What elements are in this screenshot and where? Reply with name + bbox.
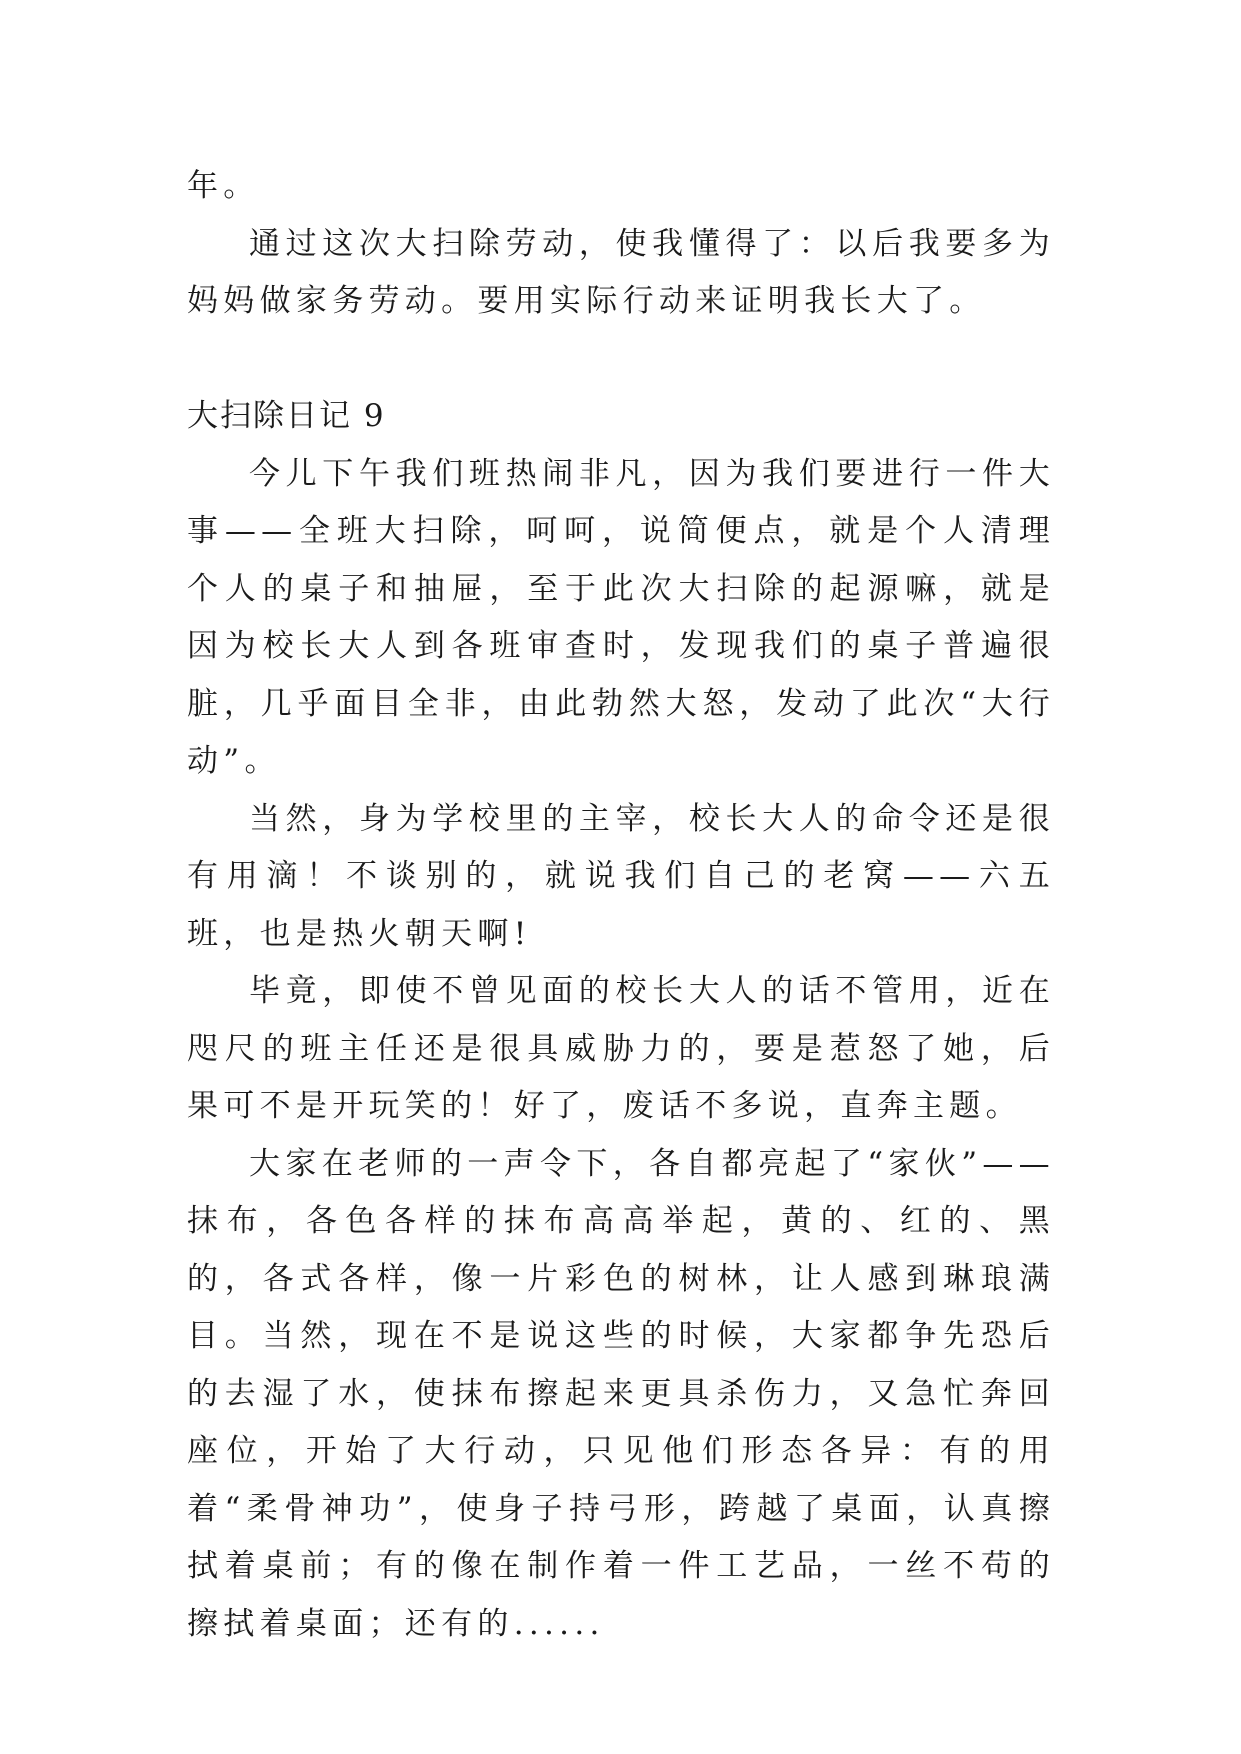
paragraph-4: 大家在老师的一声令下，各自都亮起了“家伙”——抹布，各色各样的抹布高高举起，黄的、红的、黑的，各式各样，像一片彩色的树林，让人感到琳琅满目。当然，现在不是说这些的时候，大家都争先恐后的去湿了水，使抹布擦起来更具杀伤力，又急忙奔回座位，开始了大行动，只见他们形态各异：有的用着“柔骨神功”，使身子持弓形，跨越了桌面，认真擦拭着桌前；有的像在制作着一件工艺品，一丝不苟的擦拭着桌面；还有的...... [187,1145,1055,1642]
section-title: 大扫除日记 9 [187,398,386,434]
paragraph-3: 毕竟，即使不曾见面的校长大人的话不管用，近在咫尺的班主任还是很具威胁力的，要是惹怒了她，后果可不是开玩笑的！好了，废话不多说，直奔主题。 [187,973,1055,1124]
paragraph-1: 今儿下午我们班热闹非凡，因为我们要进行一件大事——全班大扫除，呵呵，说简便点，就是个人清理个人的桌子和抽屉，至于此次大扫除的起源嘛，就是因为校长大人到各班审查时，发现我们的桌子普遍很脏，几乎面目全非，由此勃然大怒，发动了此次“大行动”。 [187,455,1055,779]
previous-entry-tail: 年。 [187,168,260,204]
paragraph-2: 当然，身为学校里的主宰，校长大人的命令还是很有用滴！不谈别的，就说我们自己的老窝——六五班，也是热火朝天啊! [187,800,1055,952]
document-body [187,158,1055,1653]
previous-entry-conclusion: 通过这次大扫除劳动，使我懂得了：以后我要多为妈妈做家务劳动。要用实际行动来证明我长大了。 [187,225,1055,319]
section-spacer [187,331,1055,389]
